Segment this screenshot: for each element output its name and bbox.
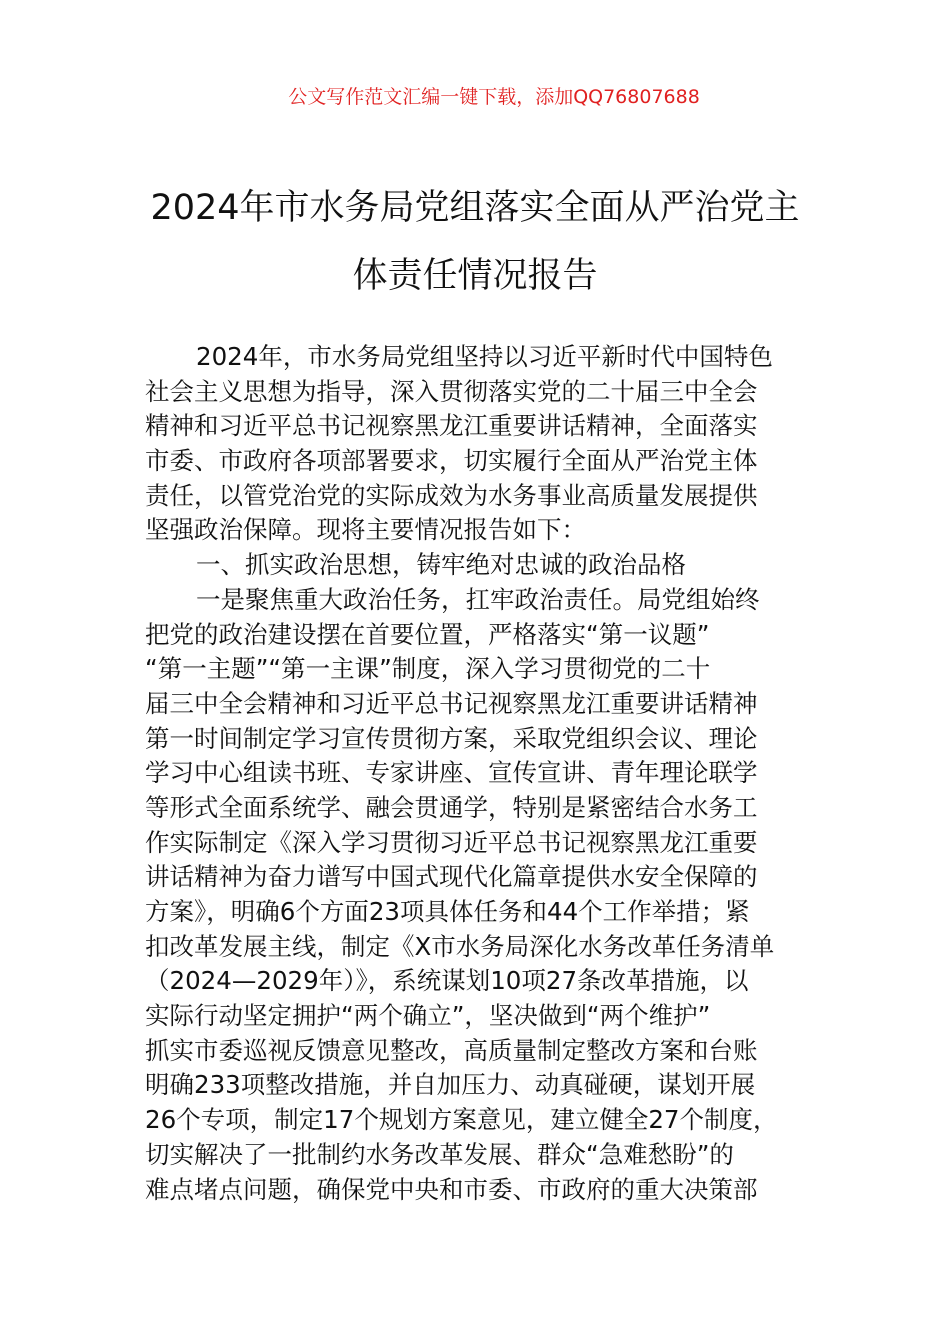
document-title-line-2: 体责任情况报告 [352,256,598,296]
body-line: 市委、市政府各项部署要求，切实履行全面从严治党主体 [145,446,758,476]
body-line: 学习中心组读书班、专家讲座、宣传宣讲、青年理论联学 [145,758,758,788]
body-line: 2024年，市水务局党组坚持以习近平新时代中国特色 [196,342,773,371]
body-line: 实际行动坚定拥护“两个确立”，坚决做到“两个维护” [145,1001,711,1031]
body-line: 精神和习近平总书记视察黑龙江重要讲话精神，全面落实 [145,411,758,441]
body-line: 明确233项整改措施，并自加压力、动真碰硬，谋划开展 [145,1070,756,1100]
body-line: （2024—2029年）》，系统谋划10项27条改革措施，以 [145,966,749,996]
body-line: 扣改革发展主线，制定《X市水务局深化水务改革任务清单 [145,931,775,961]
body-line: 把党的政治建设摆在首要位置，严格落实“第一议题” [145,619,710,649]
body-line: 责任，以管党治党的实际成效为水务事业高质量发展提供 [145,480,758,510]
body-line: “第一主题”“第一主课”制度，深入学习贯彻党的二十 [145,654,711,684]
body-line: 坚强政治保障。现将主要情况报告如下： [145,515,586,545]
body-line: 作实际制定《深入学习贯彻习近平总书记视察黑龙江重要 [145,827,758,857]
section-heading: 一、抓实政治思想，铸牢绝对忠诚的政治品格 [196,550,686,580]
body-line: 切实解决了一批制约水务改革发展、群众“急难愁盼”的 [145,1139,734,1169]
body-line: 讲话精神为奋力谱写中国式现代化篇章提供水安全保障的 [145,862,758,892]
watermark-banner: 公文写作范文汇编一键下载，添加QQ76807688 [288,86,700,108]
body-line: 方案》，明确6个方面23项具体任务和44个工作举措；紧 [145,897,750,926]
body-line: 社会主义思想为指导，深入贯彻落实党的二十届三中全会 [145,376,758,406]
body-line: 抓实市委巡视反馈意见整改，高质量制定整改方案和台账 [145,1035,758,1065]
body-line: 26个专项，制定17个规划方案意见，建立健全27个制度， [145,1105,778,1135]
body-line: 届三中全会精神和习近平总书记视察黑龙江重要讲话精神 [145,688,758,718]
body-line: 第一时间制定学习宣传贯彻方案，采取党组织会议、理论 [145,723,758,753]
body-line: 一是聚焦重大政治任务，扛牢政治责任。局党组始终 [196,584,760,614]
body-line: 等形式全面系统学、融会贯通学，特别是紧密结合水务工 [145,792,758,822]
document-title-line-1: 2024年市水务局党组落实全面从严治党主 [150,188,800,228]
document-body [145,340,845,1207]
body-line: 难点堵点问题，确保党中央和市委、市政府的重大决策部 [145,1174,758,1204]
